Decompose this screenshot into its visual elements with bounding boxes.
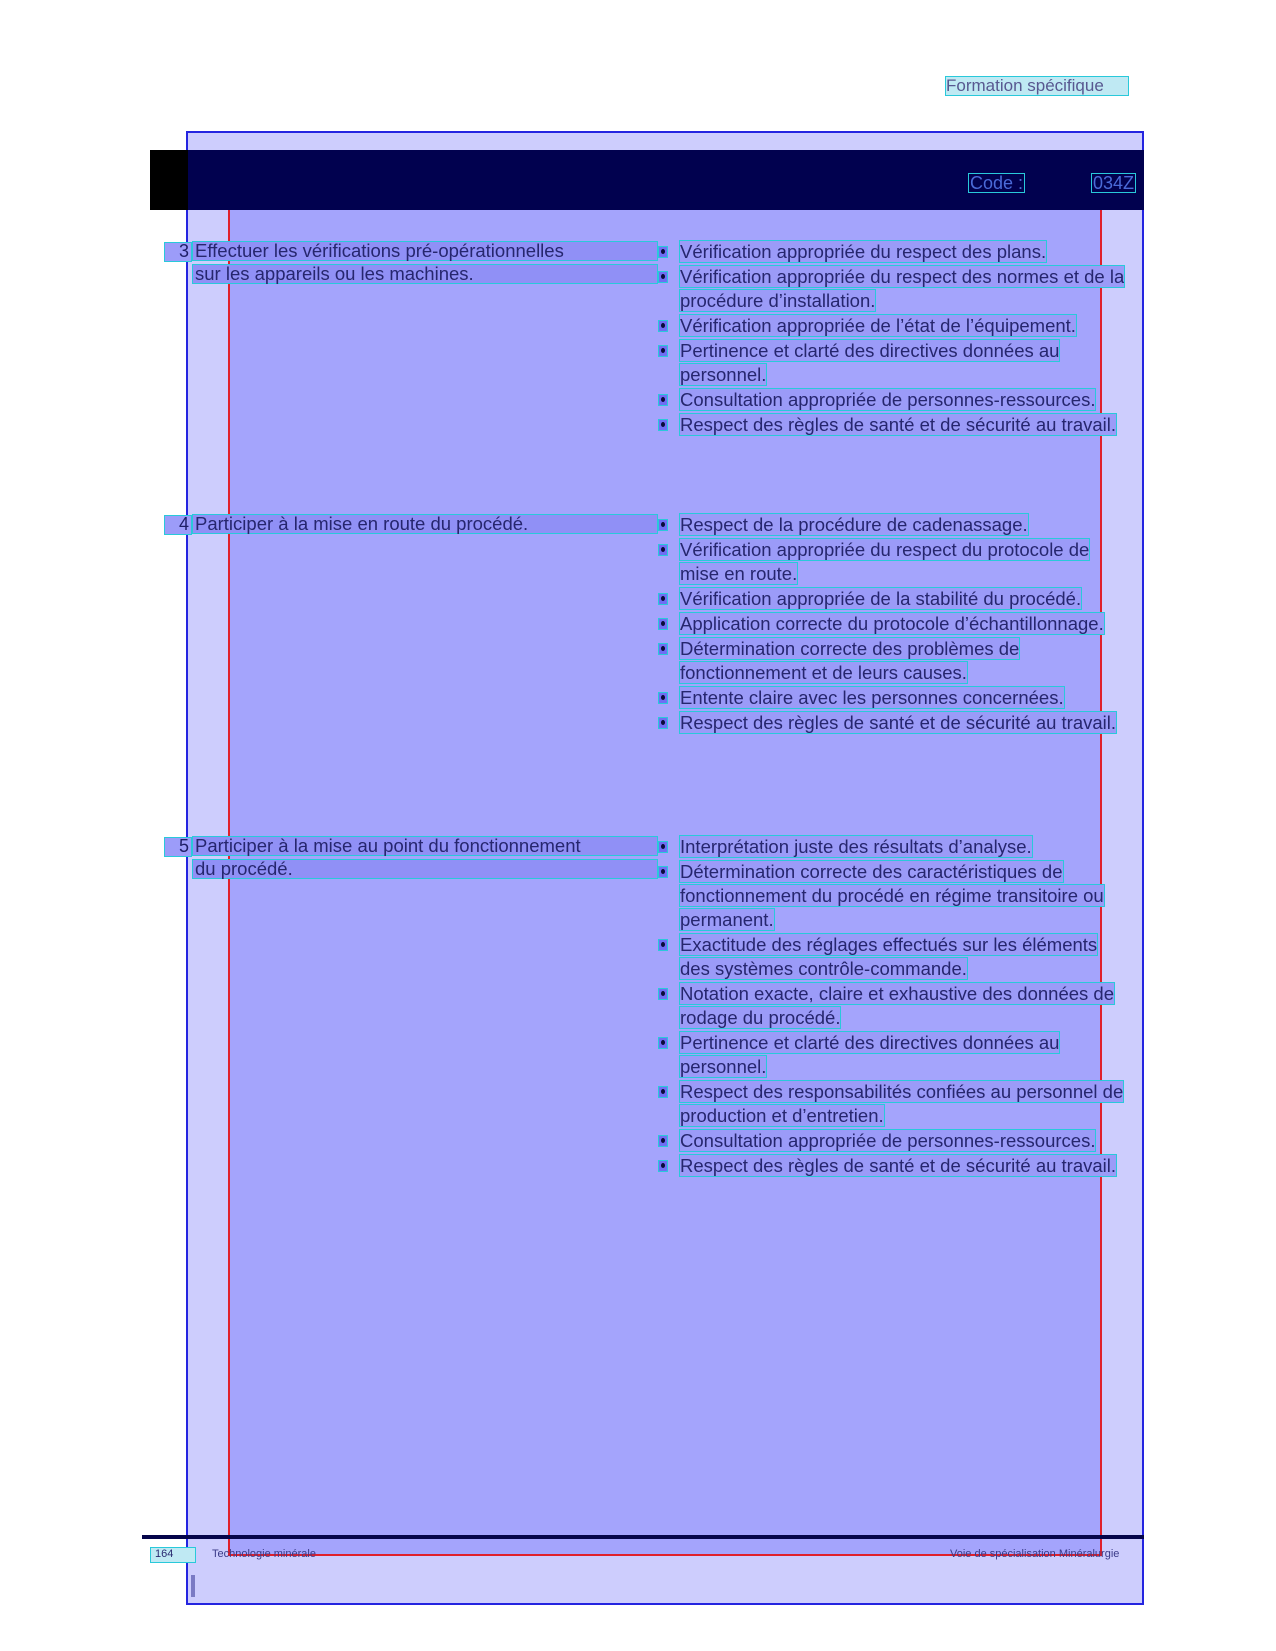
criterion-text: Respect de la procédure de cadenassage. bbox=[680, 514, 1028, 535]
criteria-list bbox=[658, 835, 1128, 1179]
task-line: Participer à la mise au point du fonctionnement bbox=[192, 836, 658, 856]
criterion-text: Interprétation juste des résultats d’analyse. bbox=[680, 836, 1032, 857]
criterion-item bbox=[658, 1080, 1128, 1128]
criterion-text: Respect des règles de santé et de sécurité au travail. bbox=[680, 414, 1117, 435]
task-statement bbox=[192, 514, 658, 537]
criterion-text: Pertinence et clarté des directives données au personnel. bbox=[680, 1032, 1060, 1077]
criterion-text: Pertinence et clarté des directives données au personnel. bbox=[680, 340, 1060, 385]
criterion-text: Exactitude des réglages effectués sur les éléments des systèmes contrôle-commande. bbox=[680, 934, 1098, 979]
bullet-icon bbox=[658, 519, 668, 531]
task-line: du procédé. bbox=[192, 859, 658, 879]
criterion-text: Respect des responsabilités confiées au personnel de production et d’entretien. bbox=[680, 1081, 1124, 1126]
criteria-list bbox=[658, 513, 1128, 736]
criteria-list bbox=[658, 240, 1128, 438]
criterion-item bbox=[658, 835, 1128, 859]
bullet-icon bbox=[658, 841, 668, 853]
criterion-text: Entente claire avec les personnes concernées. bbox=[680, 687, 1064, 708]
code-value: 034Z bbox=[1093, 173, 1135, 193]
criterion-text: Vérification appropriée du respect des plans. bbox=[680, 241, 1047, 262]
task-statement bbox=[192, 241, 658, 287]
bullet-icon bbox=[658, 345, 668, 357]
criterion-item bbox=[658, 538, 1128, 586]
bullet-icon bbox=[658, 1086, 668, 1098]
criterion-text: Respect des règles de santé et de sécurité au travail. bbox=[680, 712, 1117, 733]
task-line: Effectuer les vérifications pré-opérationnelles bbox=[192, 241, 658, 261]
bullet-icon bbox=[658, 419, 668, 431]
criterion-item bbox=[658, 933, 1128, 981]
criterion-item bbox=[658, 686, 1128, 710]
bullet-icon bbox=[658, 866, 668, 878]
criterion-text: Détermination correcte des problèmes de fonctionnement et de leurs causes. bbox=[680, 638, 1020, 683]
criterion-item bbox=[658, 513, 1128, 537]
criterion-item bbox=[658, 587, 1128, 611]
criterion-text: Vérification appropriée du respect des normes et de la procédure d’installation. bbox=[680, 266, 1125, 311]
criterion-item bbox=[658, 982, 1128, 1030]
running-header: Formation spécifique bbox=[945, 76, 1129, 96]
criterion-text: Vérification appropriée du respect du protocole de mise en route. bbox=[680, 539, 1090, 584]
criterion-item bbox=[658, 265, 1128, 313]
criterion-item bbox=[658, 388, 1128, 412]
footer-program: Technologie minérale bbox=[212, 1548, 316, 1560]
criterion-item bbox=[658, 1154, 1128, 1178]
criterion-text: Vérification appropriée de la stabilité du procédé. bbox=[680, 588, 1082, 609]
criterion-text: Consultation appropriée de personnes-ressources. bbox=[680, 1130, 1096, 1151]
criterion-item bbox=[658, 339, 1128, 387]
task-statement bbox=[192, 836, 658, 882]
criterion-text: Application correcte du protocole d’échantillonnage. bbox=[680, 613, 1104, 634]
criterion-item bbox=[658, 711, 1128, 735]
bullet-icon bbox=[658, 618, 668, 630]
code-label: Code : bbox=[970, 173, 1024, 193]
bullet-icon bbox=[658, 544, 668, 556]
footer-rule bbox=[142, 1535, 1144, 1539]
task-line: Participer à la mise en route du procédé. bbox=[192, 514, 658, 534]
footer-specialization: Voie de spécialisation Minéralurgie bbox=[950, 1548, 1120, 1560]
criterion-item bbox=[658, 413, 1128, 437]
criterion-item bbox=[658, 314, 1128, 338]
page-number: 164 bbox=[150, 1547, 196, 1563]
margin-mark bbox=[191, 1575, 195, 1597]
task-line: sur les appareils ou les machines. bbox=[192, 264, 658, 284]
bullet-icon bbox=[658, 394, 668, 406]
criterion-text: Consultation appropriée de personnes-ressources. bbox=[680, 389, 1096, 410]
criterion-text: Respect des règles de santé et de sécurité au travail. bbox=[680, 1155, 1117, 1176]
criterion-text: Détermination correcte des caractéristiques de fonctionnement du procédé en régime transitoire ou permanent. bbox=[680, 861, 1104, 930]
criterion-text: Vérification appropriée de l’état de l’équipement. bbox=[680, 315, 1076, 336]
row-number: 5 bbox=[164, 837, 192, 857]
criterion-item bbox=[658, 637, 1128, 685]
row-number: 4 bbox=[164, 515, 192, 535]
bullet-icon bbox=[658, 593, 668, 605]
bullet-icon bbox=[658, 246, 668, 258]
criterion-item bbox=[658, 860, 1128, 932]
bullet-icon bbox=[658, 320, 668, 332]
criterion-text: Notation exacte, claire et exhaustive des données de rodage du procédé. bbox=[680, 983, 1115, 1028]
criterion-item bbox=[658, 240, 1128, 264]
bullet-icon bbox=[658, 988, 668, 1000]
row-number: 3 bbox=[164, 242, 192, 262]
bullet-icon bbox=[658, 1037, 668, 1049]
bullet-icon bbox=[658, 271, 668, 283]
bullet-icon bbox=[658, 1160, 668, 1172]
criterion-item bbox=[658, 1031, 1128, 1079]
bullet-icon bbox=[658, 1135, 668, 1147]
criterion-item bbox=[658, 1129, 1128, 1153]
criterion-item bbox=[658, 612, 1128, 636]
title-band-edge bbox=[150, 150, 188, 210]
bullet-icon bbox=[658, 643, 668, 655]
bullet-icon bbox=[658, 939, 668, 951]
bullet-icon bbox=[658, 692, 668, 704]
bullet-icon bbox=[658, 717, 668, 729]
